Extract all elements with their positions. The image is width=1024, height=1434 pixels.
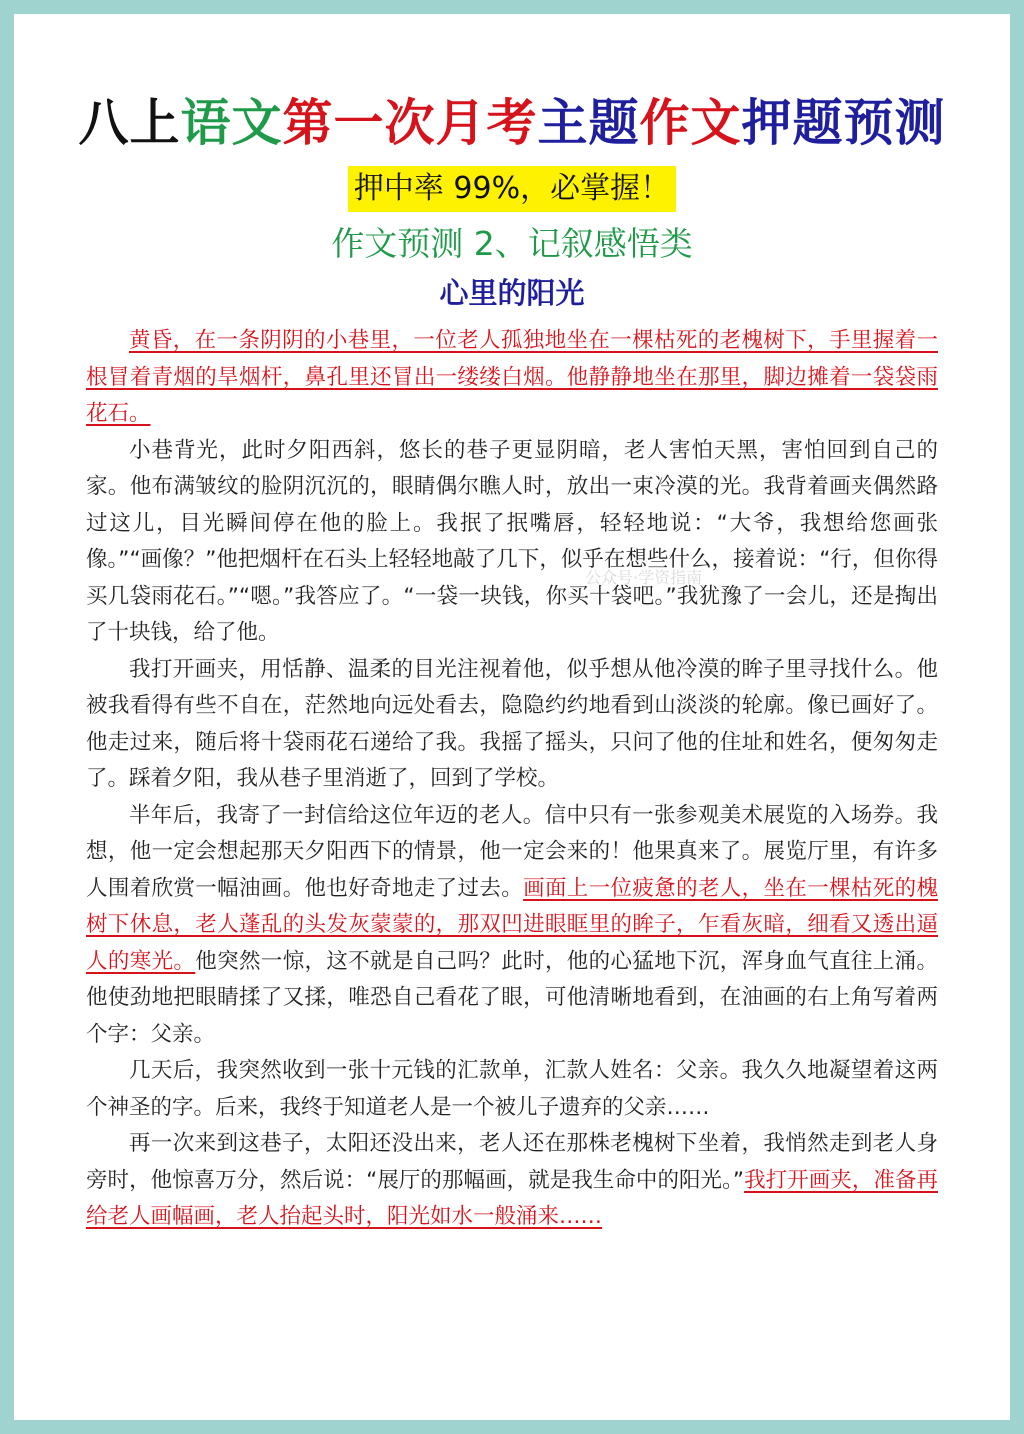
paragraph-text: 我打开画夹，用恬静、温柔的目光注视着他，似乎想从他冷漠的眸子里寻找什么。他被我看得有些不自在，茫然地向远处看去，隐隐约约地看到山淡淡的轮廓。像已画好了。他走过来，随后将十袋雨花石递给了我。我摇了摇头，只问了他的住址和姓名，便匆匆走了。踩着夕阳，我从巷子里消逝了，回到了学校。 [86, 656, 938, 791]
subtitle: 押中率 99%，必掌握！ [348, 166, 676, 212]
essay-title: 心里的阳光 [439, 276, 585, 310]
paragraph-text: 再一次来到这巷子，太阳还没出来，老人还在那株老槐树下坐着，我悄然走到老人身旁时，他惊喜万分，然后说：“展厅的那幅画，就是我生命中的阳光。” [86, 1131, 938, 1193]
essay-paragraph [86, 433, 938, 652]
essay-body [86, 323, 938, 1236]
highlighted-sentence: 黄昏，在一条阴阴的小巷里，一位老人孤独地坐在一棵枯死的老槐树下，手里握着一根冒着青烟的旱烟杆，鼻孔里还冒出一缕缕白烟。他静静地坐在那里，脚边摊着一袋袋雨花石。 [86, 328, 938, 426]
paragraph-text: 小巷背光，此时夕阳西斜，悠长的巷子更显阴暗，老人害怕天黑，害怕回到自己的家。他布满皱纹的脸阴沉沉的，眼睛偶尔瞧人时，放出一束冷漠的光。我背着画夹偶然路过这儿，目光瞬间停在他的脸上。我抿了抿嘴唇，轻轻地说：“大爷，我想给您画张像。”“画像？”他把烟杆在石头上轻轻地敲了几下，似乎在想些什么，接着说：“行，但你得买几袋雨花石。”“嗯。”我答应了。“一袋一块钱，你买十袋吧。”我犹豫了一会儿，还是掏出了十块钱，给了他。 [86, 437, 938, 645]
subtitle-banner [0, 166, 1024, 212]
title-part: 八上 [78, 93, 181, 152]
title-part: 主题 [537, 93, 640, 152]
title-part: 押题预测 [741, 93, 946, 152]
title-part: 语文 [180, 93, 283, 152]
highlighted-sentence: 画面上一位疲惫的老人，坐在一棵枯死的槐树下休息，老人蓬乱的头发灰蒙蒙的，那双凹进眼眶里的眸子，乍看灰暗，细看又透出逼人的寒光。 [86, 875, 938, 974]
essay-paragraph [86, 1126, 938, 1236]
section-heading: 作文预测 2、记叙感悟类 [331, 224, 693, 263]
essay-paragraph [86, 652, 938, 798]
paragraph-text: 几天后，我突然收到一张十元钱的汇款单，汇款人姓名：父亲。我久久地凝望着这两个神圣的字。后来，我终于知道老人是一个被儿子遗弃的父亲…… [86, 1058, 938, 1120]
page-title [0, 88, 1024, 158]
essay-paragraph [86, 798, 938, 1054]
title-part: 作文 [639, 93, 742, 152]
watermark: 公众号·学资指南 [585, 568, 703, 587]
essay-paragraph [86, 323, 938, 433]
highlighted-sentence: 我打开画夹，准备再给老人画幅画，老人抬起头时，阳光如水一般涌来…… [86, 1167, 938, 1229]
paragraph-text: 他突然一惊，这不就是自己吗？此时，他的心猛地下沉，浑身血气直往上涌。他使劲地把眼睛揉了又揉，唯恐自己看花了眼，可他清晰地看到，在油画的右上角写着两个字：父亲。 [86, 948, 938, 1047]
essay-paragraph [86, 1053, 938, 1126]
paragraph-text: 半年后，我寄了一封信给这位年迈的老人。信中只有一张参观美术展览的入场券。我想，他一定会想起那天夕阳西下的情景，他一定会来的！他果真来了。展览厅里，有许多人围着欣赏一幅油画。他也好奇地走了过去。 [86, 802, 938, 901]
title-part: 第一次月考 [282, 93, 538, 152]
